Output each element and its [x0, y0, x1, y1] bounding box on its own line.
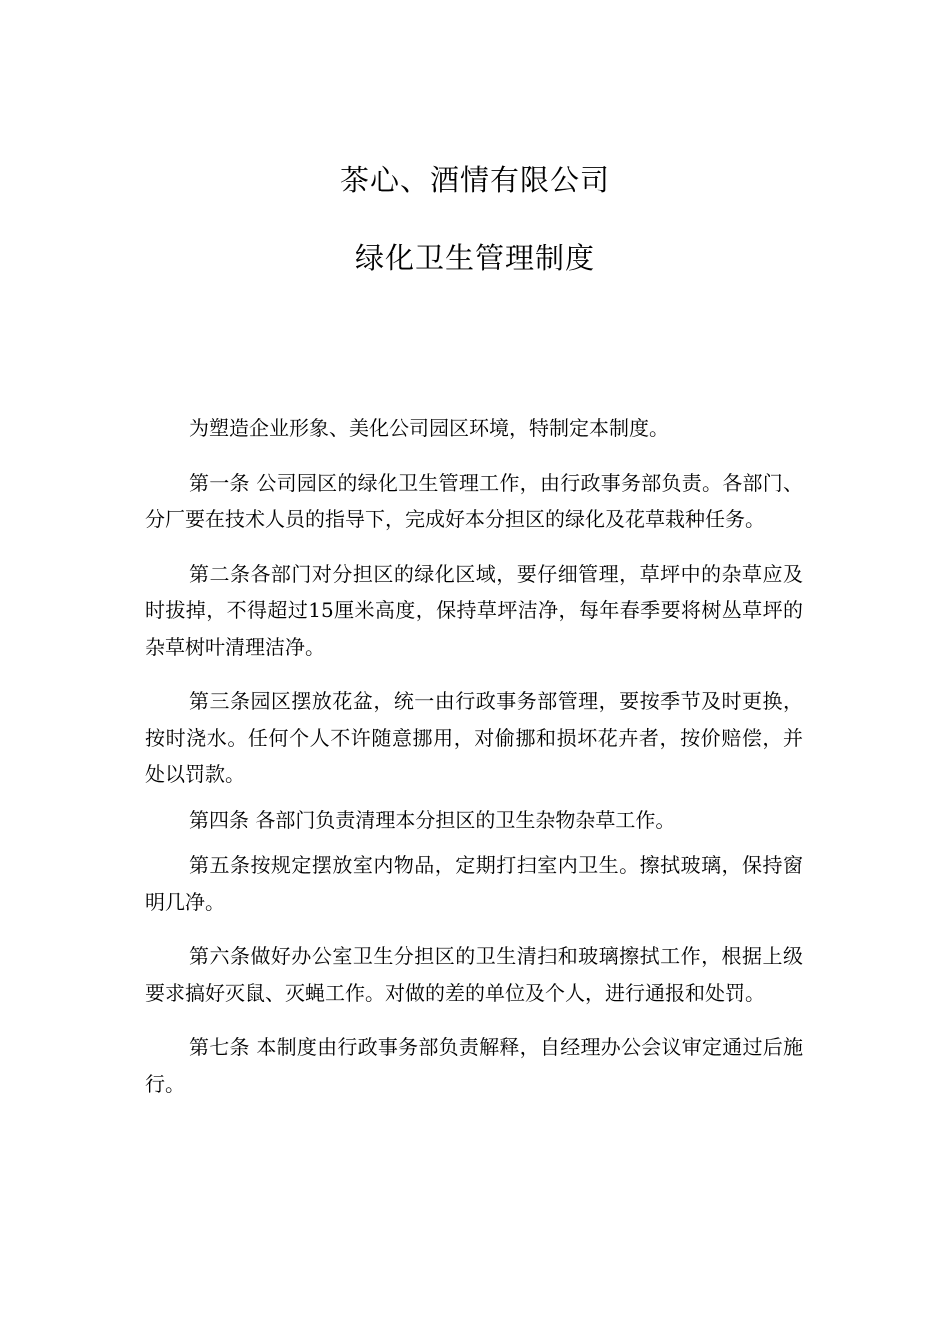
document-body — [145, 410, 803, 1102]
article-4-paragraph: 第四条 各部门负责清理本分担区的卫生杂物杂草工作。 — [189, 807, 676, 832]
article-5-paragraph: 第五条按规定摆放室内物品，定期打扫室内卫生。擦拭玻璃，保持窗明几净。 — [145, 853, 803, 914]
article-6-paragraph: 第六条做好办公室卫生分担区的卫生清扫和玻璃擦拭工作，根据上级要求搞好灭鼠、灭蝇工作。对做的差的单位及个人，进行通报和处罚。 — [145, 944, 803, 1005]
article-1-paragraph: 第一条 公司园区的绿化卫生管理工作，由行政事务部负责。各部门、分厂要在技术人员的指导下，完成好本分担区的绿化及花草栽种任务。 — [145, 470, 803, 531]
article-3-paragraph: 第三条园区摆放花盆，统一由行政事务部管理，要按季节及时更换，按时浇水。任何个人不许随意挪用，对偷挪和损坏花卉者，按价赔偿，并处以罚款。 — [145, 689, 803, 786]
company-title: 茶心、酒情有限公司 — [339, 163, 610, 197]
document-title: 绿化卫生管理制度 — [354, 241, 595, 275]
intro-paragraph: 为塑造企业形象、美化公司园区环境，特制定本制度。 — [189, 416, 669, 440]
article-2-paragraph: 第二条各部门对分担区的绿化区域，要仔细管理，草坪中的杂草应及时拔掉，不得超过15厘米高度，保持草坪洁净，每年春季要将树丛草坪的杂草树叶清理洁净。 — [145, 561, 803, 659]
article-7-paragraph: 第七条 本制度由行政事务部负责解释，自经理办公会议审定通过后施行。 — [145, 1035, 803, 1096]
